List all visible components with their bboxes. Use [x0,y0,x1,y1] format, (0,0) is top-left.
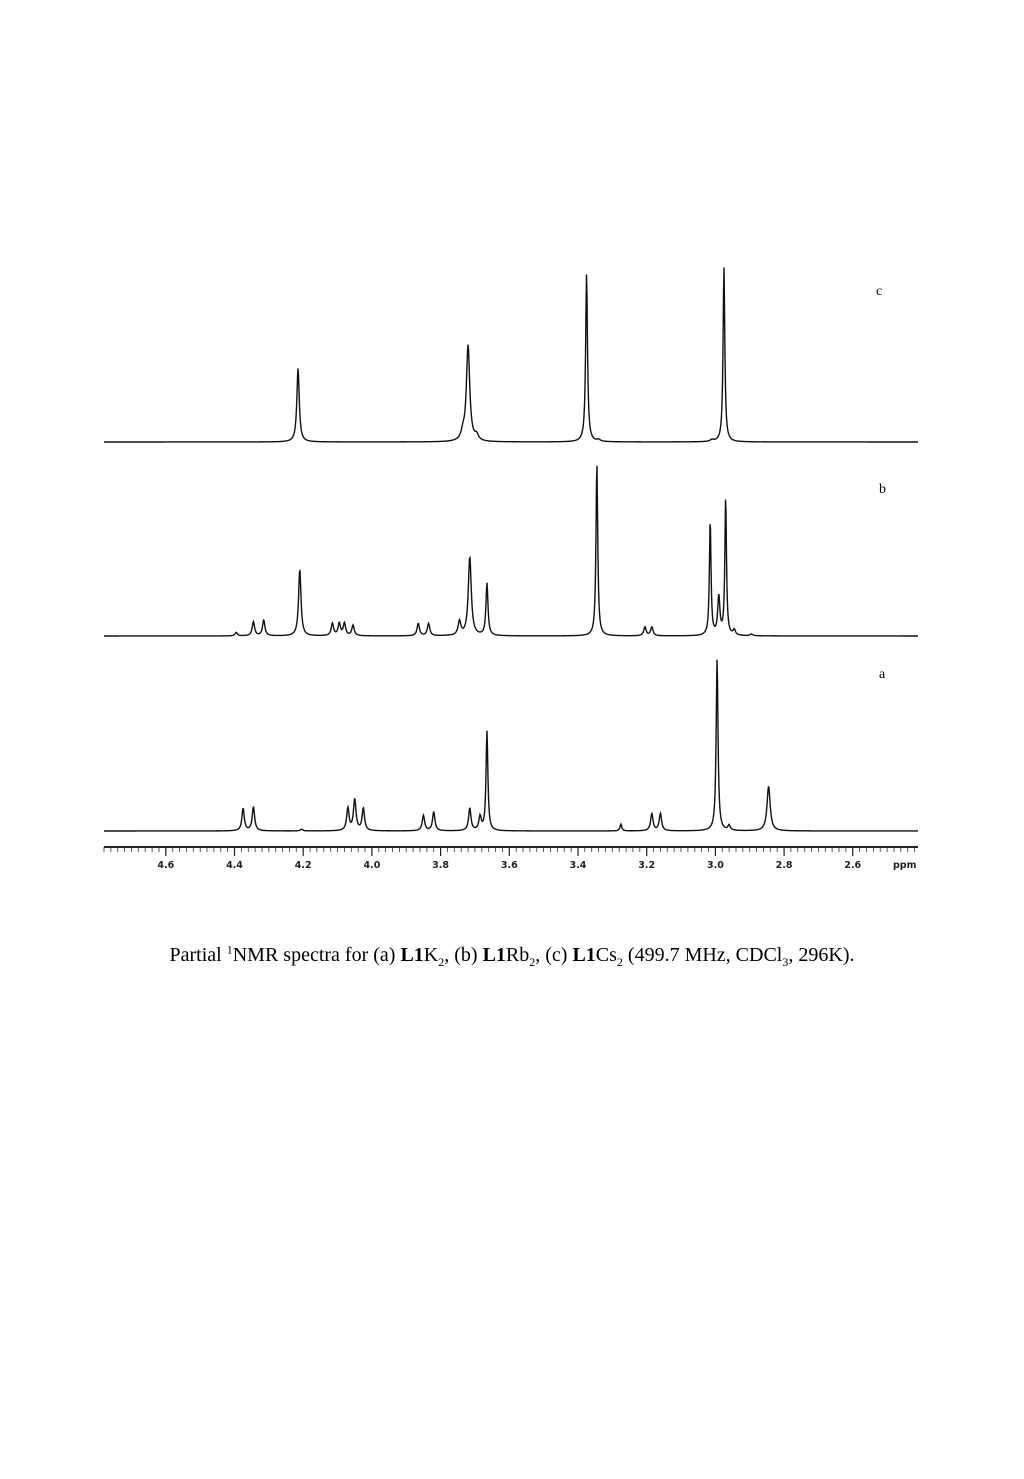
x-axis-tick-label: 3.6 [500,860,518,871]
x-axis-tick-label: 4.2 [294,860,312,871]
x-axis-unit-label: ppm [893,860,917,871]
caption-text-1: NMR spectra for (a) [232,944,401,966]
x-axis-tick-label: 4.4 [226,860,243,871]
caption-sub-1: 2 [438,955,445,969]
figure-caption [0,944,1024,967]
x-axis [104,847,918,871]
x-axis-tick-label: 3.4 [569,860,587,871]
x-axis-tick-label: 2.6 [844,860,862,871]
spectrum-trace-c [104,267,918,442]
x-axis-tick-label: 2.8 [775,860,793,871]
x-axis-tick-label: 4.6 [157,860,175,871]
spectrum-traces [104,267,918,831]
caption-text-4: Rb [505,944,530,966]
caption-sub-3: 2 [616,955,623,969]
x-axis-major-ticks [157,847,861,871]
spectrum-trace-a [104,660,918,831]
trace-label-c: c [876,284,883,299]
caption-sub-2: 2 [529,955,536,969]
caption-lead: Partial [169,944,227,966]
caption-sup-1: 1 [226,942,233,957]
trace-label-a: a [879,667,886,682]
x-axis-tick-label: 3.8 [432,860,450,871]
caption-bold-2: L1 [482,944,506,966]
trace-labels [876,284,886,682]
x-axis-tick-label: 3.0 [706,860,724,871]
spectrum-trace-b [104,466,918,636]
x-axis-tick-label: 4.0 [363,860,381,871]
caption-text-5: , (c) [535,944,573,966]
caption-bold-1: L1 [400,944,424,966]
caption-text-6: Cs [595,944,617,966]
caption-text-2: K [423,944,439,966]
caption-bold-3: L1 [572,944,596,966]
caption-text-8: , 296K). [788,944,855,966]
caption-text-3: , (b) [444,944,483,966]
trace-label-b: b [879,482,886,497]
caption-sub-4: 3 [782,955,789,969]
x-axis-tick-label: 3.2 [638,860,656,871]
caption-text-7: (499.7 MHz, CDCl [622,944,783,966]
